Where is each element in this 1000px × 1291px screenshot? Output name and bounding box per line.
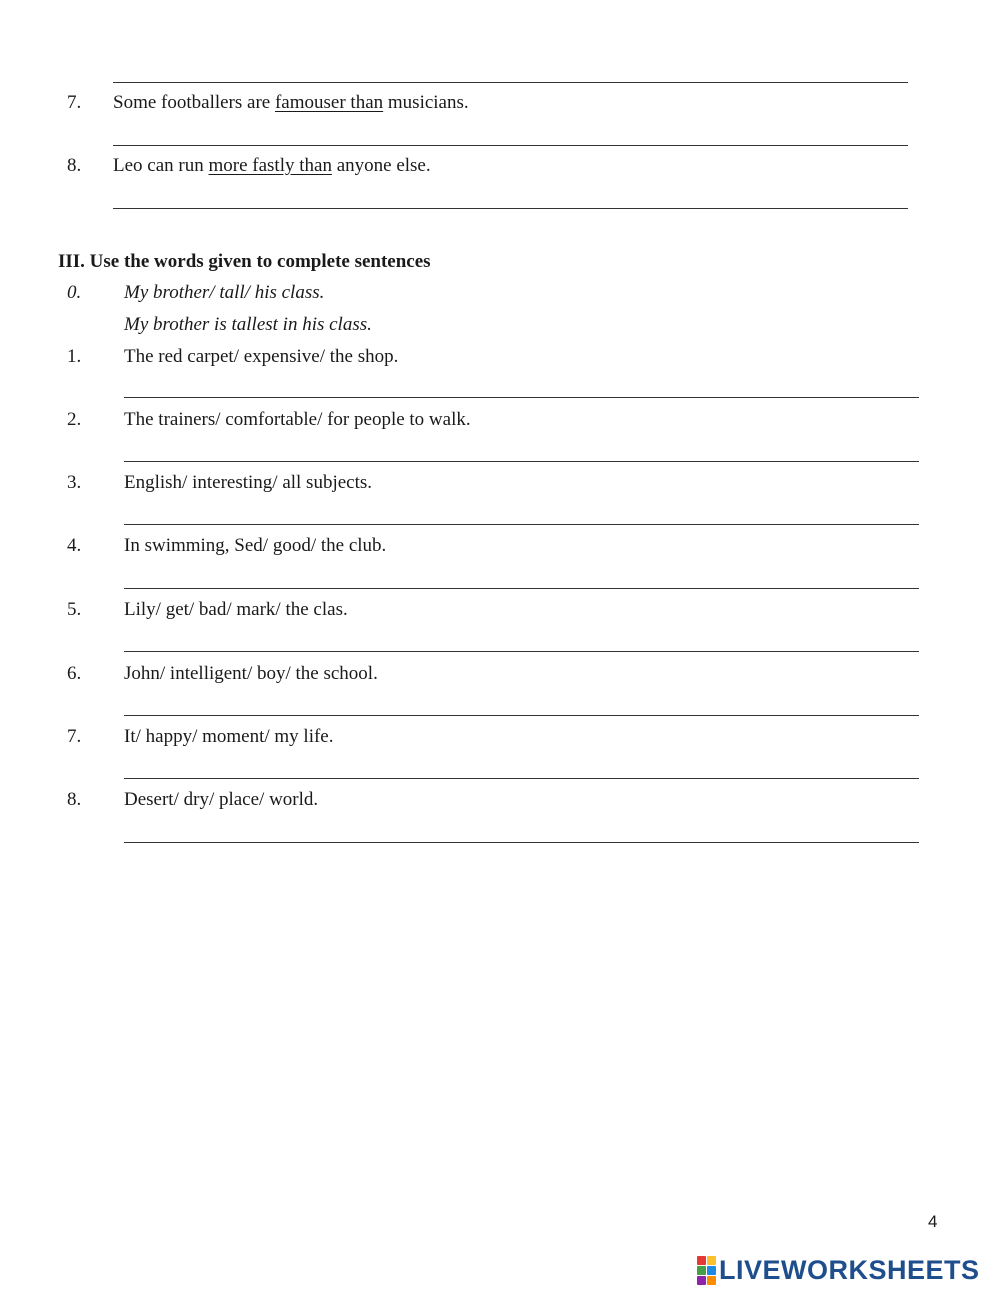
liveworksheets-logo xyxy=(697,1255,980,1285)
example-prompt: My brother/ tall/ his class. xyxy=(124,282,325,303)
item-number: 8. xyxy=(67,155,82,176)
prompt-text: John/ intelligent/ boy/ the school. xyxy=(124,663,378,684)
answer-line[interactable] xyxy=(113,208,908,209)
underlined-error: more fastly than xyxy=(208,155,332,176)
section-heading: III. Use the words given to complete sentences xyxy=(58,251,431,272)
sentence xyxy=(113,92,469,114)
answer-line[interactable] xyxy=(124,651,919,652)
sentence-text: Some footballers are xyxy=(113,92,275,113)
item-number: 1. xyxy=(67,346,82,367)
answer-line[interactable] xyxy=(124,524,919,525)
answer-line[interactable] xyxy=(113,145,908,146)
prompt-text: It/ happy/ moment/ my life. xyxy=(124,726,334,747)
underlined-error: famouser than xyxy=(274,92,384,113)
item-number: 5. xyxy=(67,599,82,620)
item-number: 3. xyxy=(67,472,82,493)
prompt-text: English/ interesting/ all subjects. xyxy=(124,472,373,493)
example-answer: My brother is tallest in his class. xyxy=(124,314,372,335)
sentence xyxy=(113,155,431,177)
prompt-text: The red carpet/ expensive/ the shop. xyxy=(124,346,399,367)
answer-line[interactable] xyxy=(124,842,919,843)
prompt-text: In swimming, Sed/ good/ the club. xyxy=(124,535,387,556)
item-number: 8. xyxy=(67,789,82,810)
answer-line[interactable] xyxy=(124,588,919,589)
prompt-text: Lily/ get/ bad/ mark/ the clas. xyxy=(124,599,348,620)
item-number: 7. xyxy=(67,726,82,747)
answer-line[interactable] xyxy=(124,461,919,462)
answer-line[interactable] xyxy=(124,715,919,716)
item-number: 6. xyxy=(67,663,82,684)
prompt-text: Desert/ dry/ place/ world. xyxy=(124,789,319,810)
item-number: 4. xyxy=(67,535,82,556)
sentence-text: musicians. xyxy=(383,92,469,113)
page-number: 4 xyxy=(928,1212,938,1231)
item-number: 2. xyxy=(67,409,82,430)
item-number: 7. xyxy=(67,92,82,113)
logo-blocks-icon xyxy=(697,1256,716,1285)
answer-line[interactable] xyxy=(113,82,908,83)
answer-line[interactable] xyxy=(124,778,919,779)
sentence-text: Leo can run xyxy=(113,155,209,176)
example-number: 0. xyxy=(67,282,82,303)
sentence-text: anyone else. xyxy=(331,155,431,176)
prompt-text: The trainers/ comfortable/ for people to walk. xyxy=(124,409,471,430)
logo-text: LIVEWORKSHEETS xyxy=(719,1255,980,1285)
answer-line[interactable] xyxy=(124,397,919,398)
